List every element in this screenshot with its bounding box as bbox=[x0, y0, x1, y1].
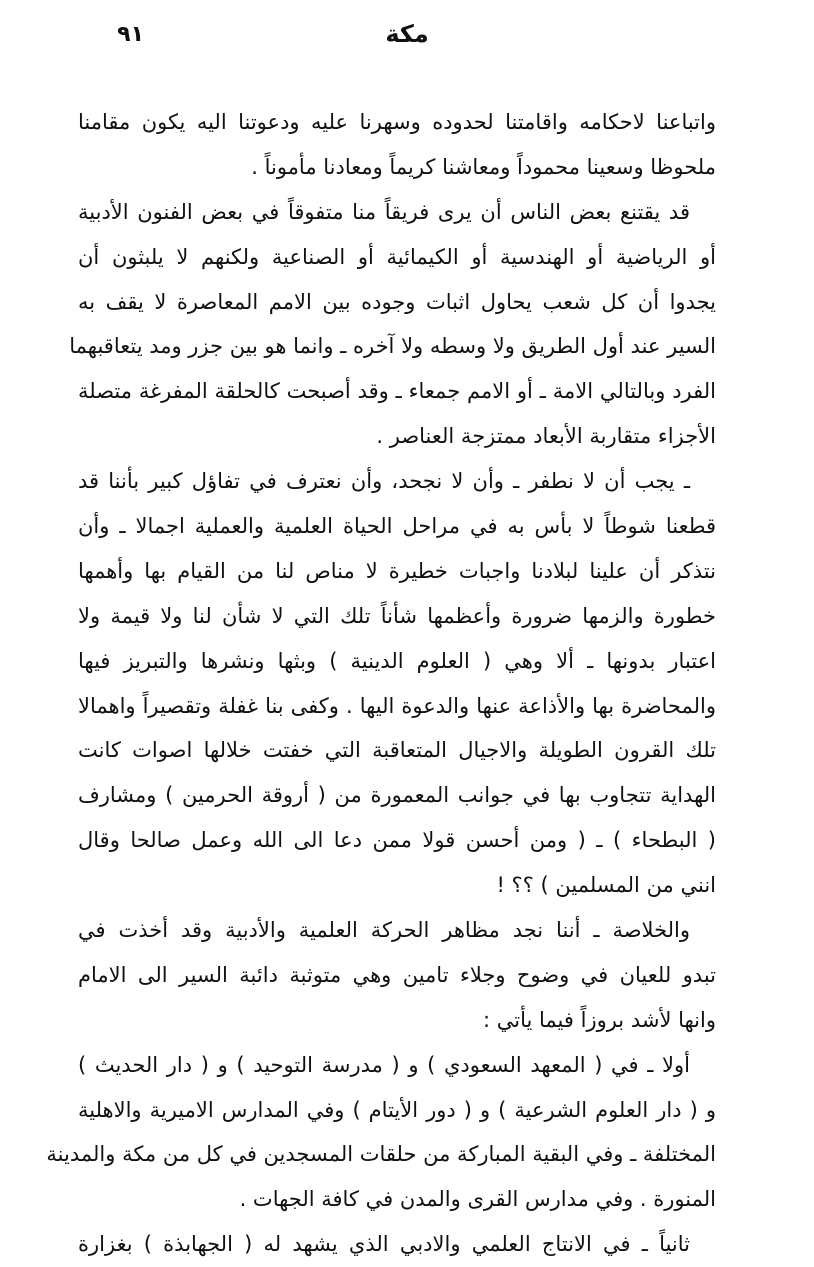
text-line: المختلفة ـ وفي البقية المباركة من حلقات المسجدين في كل من مكة والمدينة bbox=[46, 1142, 716, 1167]
page-header bbox=[90, 18, 724, 58]
text-line: الهداية تتجاوب بها في جوانب المعمورة من ( أروقة الحرمين ) ومشارف bbox=[78, 783, 716, 808]
text-line: و ( دار العلوم الشرعية ) و ( دور الأيتام ) وفي المدارس الاميرية والاهلية bbox=[78, 1097, 716, 1122]
text-line: والمحاضرة بها والأذاعة عنها والدعوة اليها . وكفى بنا غفلة وتقصيراً واهمالا bbox=[78, 693, 716, 718]
page-number: ٩١ bbox=[117, 22, 144, 47]
text-line: ملحوظا وسعينا محموداً ومعاشنا كريماً ومعادنا مأموناً . bbox=[251, 154, 716, 179]
running-title: مكة bbox=[385, 20, 429, 48]
text-line: واتباعنا لاحكامه واقامتنا لحدوده وسهرنا عليه ودعوتنا اليه يكون مقامنا bbox=[78, 110, 716, 134]
text-line: تلك القرون الطويلة والاجيال المتعاقبة التي خفتت خلالها اصوات كانت bbox=[78, 738, 716, 763]
text-line: ثانياً ـ في الانتاج العلمي والادبي الذي يشهد له ( الجهابذة ) بغزارة bbox=[78, 1232, 690, 1257]
text-line: انني من المسلمين ) ؟؟ ! bbox=[496, 873, 716, 898]
text-line: الأجزاء متقاربة الأبعاد ممتزجة العناصر . bbox=[376, 424, 716, 449]
text-line: أولا ـ في ( المعهد السعودي ) و ( مدرسة التوحيد ) و ( دار الحديث ) bbox=[78, 1052, 690, 1077]
text-line: المنورة . وفي مدارس القرى والمدن في كافة الجهات . bbox=[239, 1187, 716, 1212]
text-line: السير عند أول الطريق ولا وسطه ولا آخره ـ وانما هو بين جزر ومد يتعاقبهما bbox=[69, 334, 716, 359]
text-line: يجدوا أن كل شعب يحاول اثبات وجوده بين الامم المعاصرة لا يقف به bbox=[78, 289, 716, 314]
text-line: نتذكر أن علينا لبلادنا واجبات خطيرة لا مناص لنا من القيام بها وأهمها bbox=[78, 558, 716, 583]
text-line: والخلاصة ـ أننا نجد مظاهر الحركة العلمية والأدبية وقد أخذت في bbox=[78, 918, 690, 943]
body-text bbox=[46, 100, 716, 1267]
text-line: أو الرياضية أو الهندسية أو الكيمائية أو الصناعية ولكنهم لا يلبثون أن bbox=[78, 244, 716, 269]
text-line: قد يقتنع بعض الناس أن يرى فريقاً منا متفوقاً في بعض الفنون الأدبية bbox=[78, 199, 690, 224]
text-line: ( البطحاء ) ـ ( ومن أحسن قولا ممن دعا الى الله وعمل صالحا وقال bbox=[78, 828, 716, 853]
text-line: اعتبار بدونها ـ ألا وهي ( العلوم الدينية ) وبثها ونشرها والتبريز فيها bbox=[78, 648, 716, 673]
text-line: ـ يجب أن لا نطفر ـ وأن لا نجحد، وأن نعترف في تفاؤل كبير بأننا قد bbox=[78, 469, 690, 494]
text-line: وانها لأشد بروزاً فيما يأتي : bbox=[483, 1007, 716, 1032]
text-line: خطورة والزمها ضرورة وأعظمها شأناً تلك التي لا شأن لنا ولا قيمة ولا bbox=[78, 603, 716, 628]
text-line: الفرد وبالتالي الامة ـ أو الامم جمعاء ـ وقد أصبحت كالحلقة المفرغة متصلة bbox=[78, 379, 716, 404]
text-line: تبدو للعيان في وضوح وجلاء تامين وهي متوثبة دائبة السير الى الامام bbox=[78, 962, 716, 987]
text-line: قطعنا شوطاً لا بأس به في مراحل الحياة العلمية والعملية اجمالا ـ وأن bbox=[78, 514, 716, 539]
